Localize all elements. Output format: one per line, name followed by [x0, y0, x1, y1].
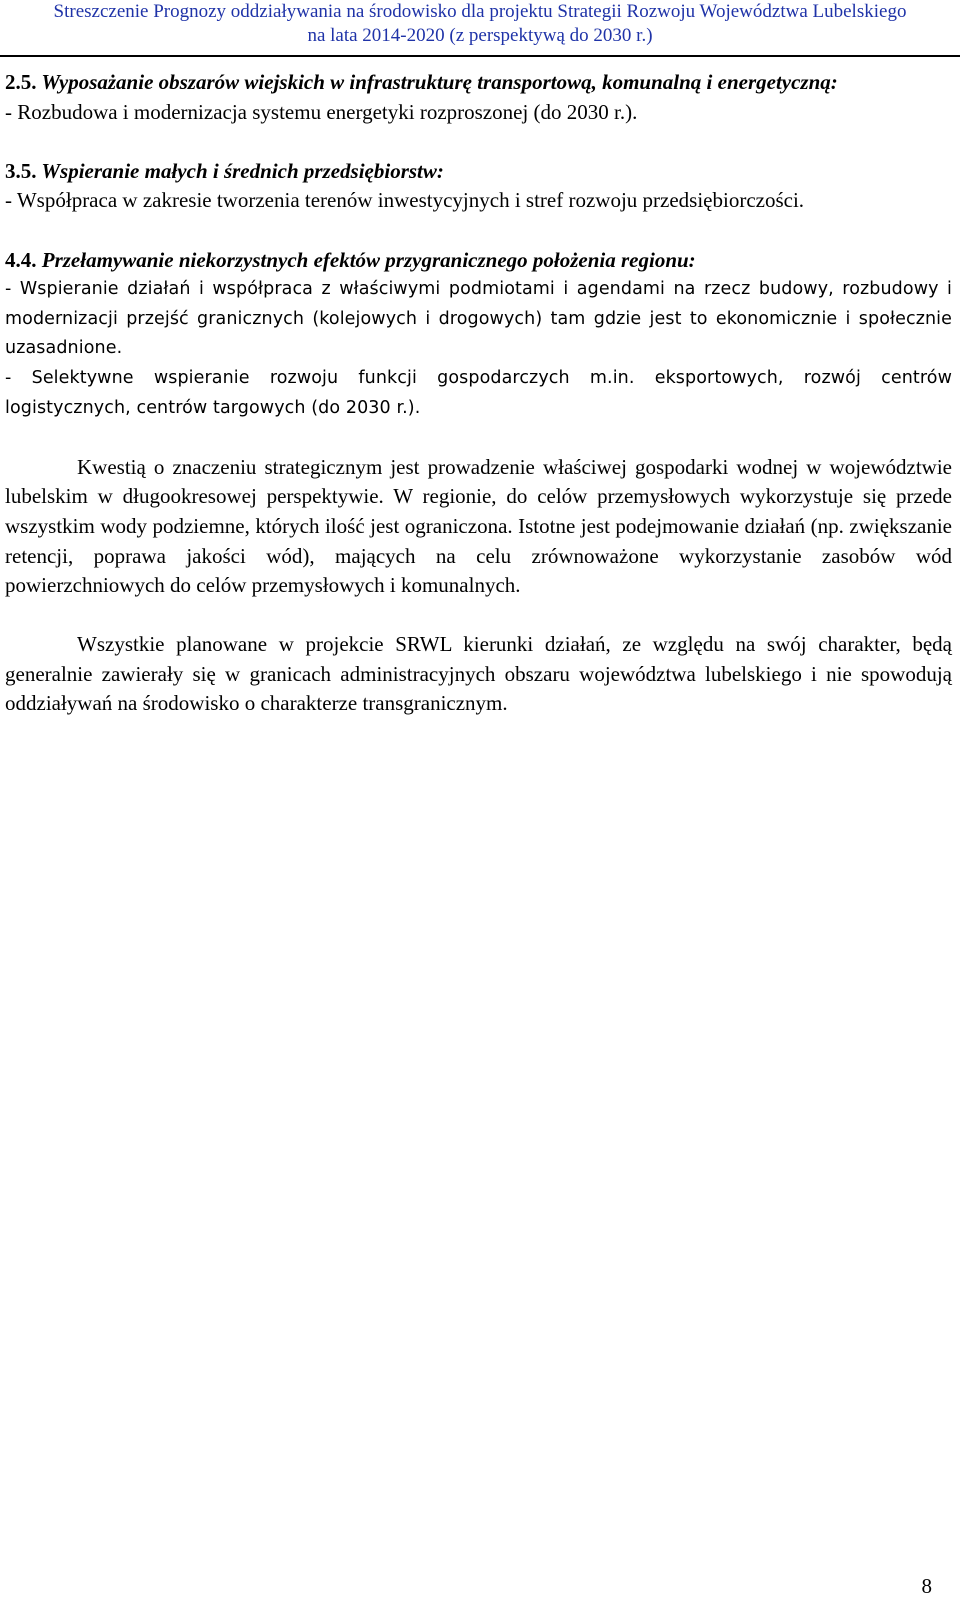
section-4-4: [5, 246, 952, 424]
page-header: [0, 0, 960, 58]
list-item: - Selektywne wspieranie rozwoju funkcji gospodarczych m.in. eksportowych, rozwój centrów logistycznych, centrów targowych (do 2030 r.).: [5, 367, 952, 418]
section-title: Wspieranie małych i średnich przedsiębiorstw:: [41, 158, 444, 183]
section-heading: [5, 157, 952, 187]
section-heading: [5, 246, 952, 276]
header-title-line-1: Streszczenie Prognozy oddziaływania na środowisko dla projektu Strategii Rozwoju Województwa Lubelskiego: [53, 1, 907, 22]
header-divider: [0, 55, 960, 57]
header-title-line-2: na lata 2014-2020 (z perspektywą do 2030 r.): [307, 25, 653, 46]
section-number: 2.5.: [5, 70, 37, 94]
body-paragraph-water-management: Kwestią o znaczeniu strategicznym jest prowadzenie właściwej gospodarki wodnej w województwie lubelskim w długookresowej perspektywie. W regionie, do celów przemysłowych wykorzystuje się przede wszystkim wody podziemne, których ilość jest ograniczona. Istotne jest podejmowanie działań (np. zwiększanie retencji, poprawa jakości wód), mających na celu zrównoważone wykorzystanie zasobów wód powierzchniowych do celów przemysłowych i komunalnych.: [5, 454, 952, 598]
list-item: - Wspieranie działań i współpraca z właściwymi podmiotami i agendami na rzecz budowy, rozbudowy i modernizacji przejść granicznych (kolejowych i drogowych) tam gdzie jest to ekonomicznie i społecznie uzasadnione.: [5, 279, 952, 359]
page-number: 8: [921, 1574, 932, 1598]
section-heading: [5, 68, 952, 98]
section-number: 4.4.: [5, 247, 37, 272]
section-title: Przełamywanie niekorzystnych efektów przygranicznego położenia regionu:: [41, 247, 696, 272]
section-number: 3.5.: [5, 158, 37, 183]
section-title: Wyposażanie obszarów wiejskich w infrastrukturę transportową, komunalną i energetyczną:: [41, 70, 838, 94]
list-item: - Rozbudowa i modernizacja systemu energetyki rozproszonej (do 2030 r.).: [5, 99, 638, 124]
list-item: - Współpraca w zakresie tworzenia terenów inwestycyjnych i stref rozwoju przedsiębiorczości.: [5, 188, 805, 213]
section-3-5: [5, 157, 952, 216]
section-2-5: [5, 68, 952, 127]
body-paragraph-transboundary: Wszystkie planowane w projekcie SRWL kierunki działań, ze względu na swój charakter, będą generalnie zawierały się w granicach administracyjnych obszaru województwa lubelskiego i nie spowodują oddziaływań na środowisko o charakterze transgranicznym.: [5, 632, 952, 716]
document-body: [5, 68, 952, 749]
